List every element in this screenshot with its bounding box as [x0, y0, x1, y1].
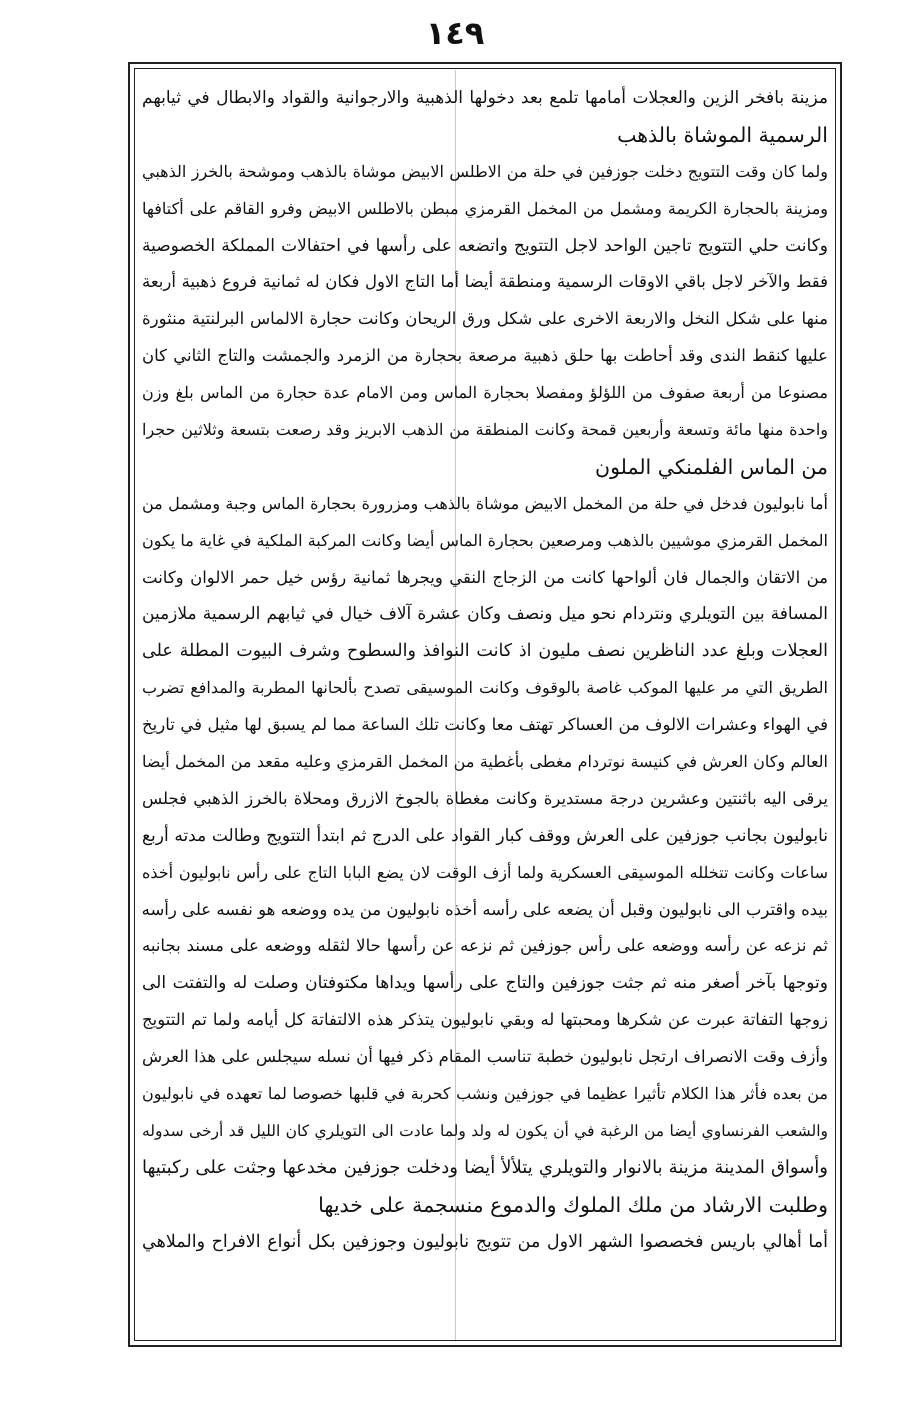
- text-line: العالم وكان العرش في كنيسة نوتردام مغطى بأغطية من المخمل القرمزي وعليه مقعد من المخمل أيضا: [142, 752, 828, 772]
- text-line: منها على شكل النخل والاربعة الاخرى على شكل ورق الريحان وكانت حجارة الالماس البرلنتية منثورة: [142, 309, 828, 329]
- text-line: وتوجها بآخر أصغر منه ثم جثت جوزفين والتاج على رأسها ويداها مكتوفتان وصلت له والتفتت الى: [142, 973, 828, 994]
- text-line: الطريق التي مر عليها الموكب غاصة بالوقوف وكانت الموسيقى تصدح بألحانها المطربة والمدافع تضرب: [142, 678, 828, 698]
- text-line: والشعب الفرنساوي أيضا من الرغبة في أن يكون له ولد ولما عادت الى التويلري كان الليل قد أرخى سدوله: [142, 1121, 828, 1140]
- text-line: ومزينة بالحجارة الكريمة ومشمل من المخمل القرمزي مبطن بالاطلس الابيض وفرو القاقم على أكتافها: [142, 198, 828, 218]
- text-line: وأزف وقت الانصراف ارتجل نابوليون خطبة تناسب المقام ذكر فيها أن نسله سيجلس على هذا العرش: [142, 1047, 828, 1067]
- text-line: أما نابوليون فدخل في حلة من المخمل الابيض موشاة بالذهب ومزرورة بحجارة الماس وجبة ومشمل من: [142, 493, 828, 513]
- text-line: من بعده فأثر هذا الكلام تأثيرا عظيما في جوزفين ونشب كحربة في قلبها خصوصا لما تعهده في نابوليون: [142, 1084, 828, 1104]
- text-line: من الماس الفلمنكي الملون: [595, 454, 828, 479]
- text-line: ثم نزعه عن رأسه ووضعه على رأس جوزفين ثم نزعه عن رأسها حالا لثقله ووضعه على مسند بجانبه: [142, 936, 828, 956]
- text-line: نابوليون بجانب جوزفين على العرش ووقف كبار القواد على الدرج ثم ابتدأ التتويج وطالت مدته أربع: [142, 825, 828, 846]
- page-number: ١٤٩: [425, 14, 485, 52]
- text-line: بيده واقترب الى نابوليون وقبل أن يضعه على رأسه أخذه نابوليون من يده ووضعه هو نفسه على رأسه: [142, 899, 828, 919]
- text-line: من الاتقان والجمال فان ألواحها كانت من الزجاج النقي ويجرها ثمانية رؤس خيل حمر الالوان وكانت: [142, 567, 828, 587]
- text-line: مزينة بافخر الزين والعجلات أمامها تلمع بعد دخولها الذهبية والارجوانية والقواد والابطال في ثيابهم: [142, 88, 828, 108]
- body-text: [142, 80, 828, 1336]
- text-line: الرسمية الموشاة بالذهب: [617, 122, 828, 147]
- text-line: مصنوعا من أربعة صفوف من اللؤلؤ ومفصلا بحجارة الماس ومن الامام عدة حجارة من الماس بلغ وزن: [142, 383, 828, 403]
- text-line: ولما كان وقت التتويج دخلت جوزفين في حلة من الاطلس الابيض موشاة بالذهب وموشحة بالخرز الذهبي: [142, 161, 828, 181]
- text-line: ساعات وكانت تتخلله الموسيقى العسكرية ولما أزف الوقت لان يضع البابا التاج على رأس نابوليون أخذه: [142, 862, 828, 882]
- text-line: وكانت حلي التتويج تاجين الواحد لاجل التتويج واتضعه على رأسها في احتفالات المملكة الخصوصية: [142, 235, 828, 256]
- text-line: زوجها التفاتة عبرت عن شكرها ومحبتها له وبقي نابوليون يتذكر هذه الالتفاتة كل أيامه ولما تم التتويج: [142, 1010, 828, 1030]
- text-line: في الهواء وعشرات الالوف من العساكر تهتف معا وكانت تلك الساعة مما لم يسبق لها مثيل في تاريخ: [142, 715, 828, 735]
- text-line: المخمل القرمزي موشيين بالذهب ومرصعين بحجارة الماس أيضا وكانت المركبة الملكية في غاية ما يكون: [142, 530, 828, 550]
- text-line: فقط والآخر لاجل باقي الاوقات الرسمية ومنطقة أيضا أما التاج الاول فكان له ثمانية فروع ذهبية أربعة: [142, 272, 828, 292]
- text-line: يرقى اليه باثنتين وعشرين درجة مستديرة وكانت مغطاة بالجوخ الازرق ومحلاة بالخرز الذهبي فجلس: [142, 788, 828, 808]
- text-line: عليها كنقط الندى وقد أحاطت بها حلق ذهبية مرصعة بحجارة من الزمرد والجمشت والتاج الثاني كان: [142, 346, 828, 366]
- text-line: المسافة بين التويلري ونتردام نحو ميل ونصف وكان عشرة آلاف خيال في ثيابهم الرسمية ملازمين: [142, 604, 828, 625]
- text-line: أما أهالي باريس فخصصوا الشهر الاول من تتويج نابوليون وجوزفين بكل أنواع الافراح والملاهي: [142, 1231, 828, 1252]
- text-line: وطلبت الارشاد من ملك الملوك والدموع منسجمة على خديها: [318, 1192, 828, 1217]
- text-line: واحدة منها مائة وتسعة وأربعين قمحة وكانت المنطقة من الذهب الابريز وقد رصعت بتسعة وثلاثين حجرا: [142, 420, 828, 440]
- text-line: العجلات وبلغ عدد الناظرين نصف مليون اذ كانت النوافذ والسطوح وشرف البيوت المطلة على: [142, 641, 828, 662]
- text-line: وأسواق المدينة مزينة بالانوار والتويلري يتلألأ أيضا ودخلت جوزفين مخدعها وجثت على ركبتيها: [142, 1156, 828, 1178]
